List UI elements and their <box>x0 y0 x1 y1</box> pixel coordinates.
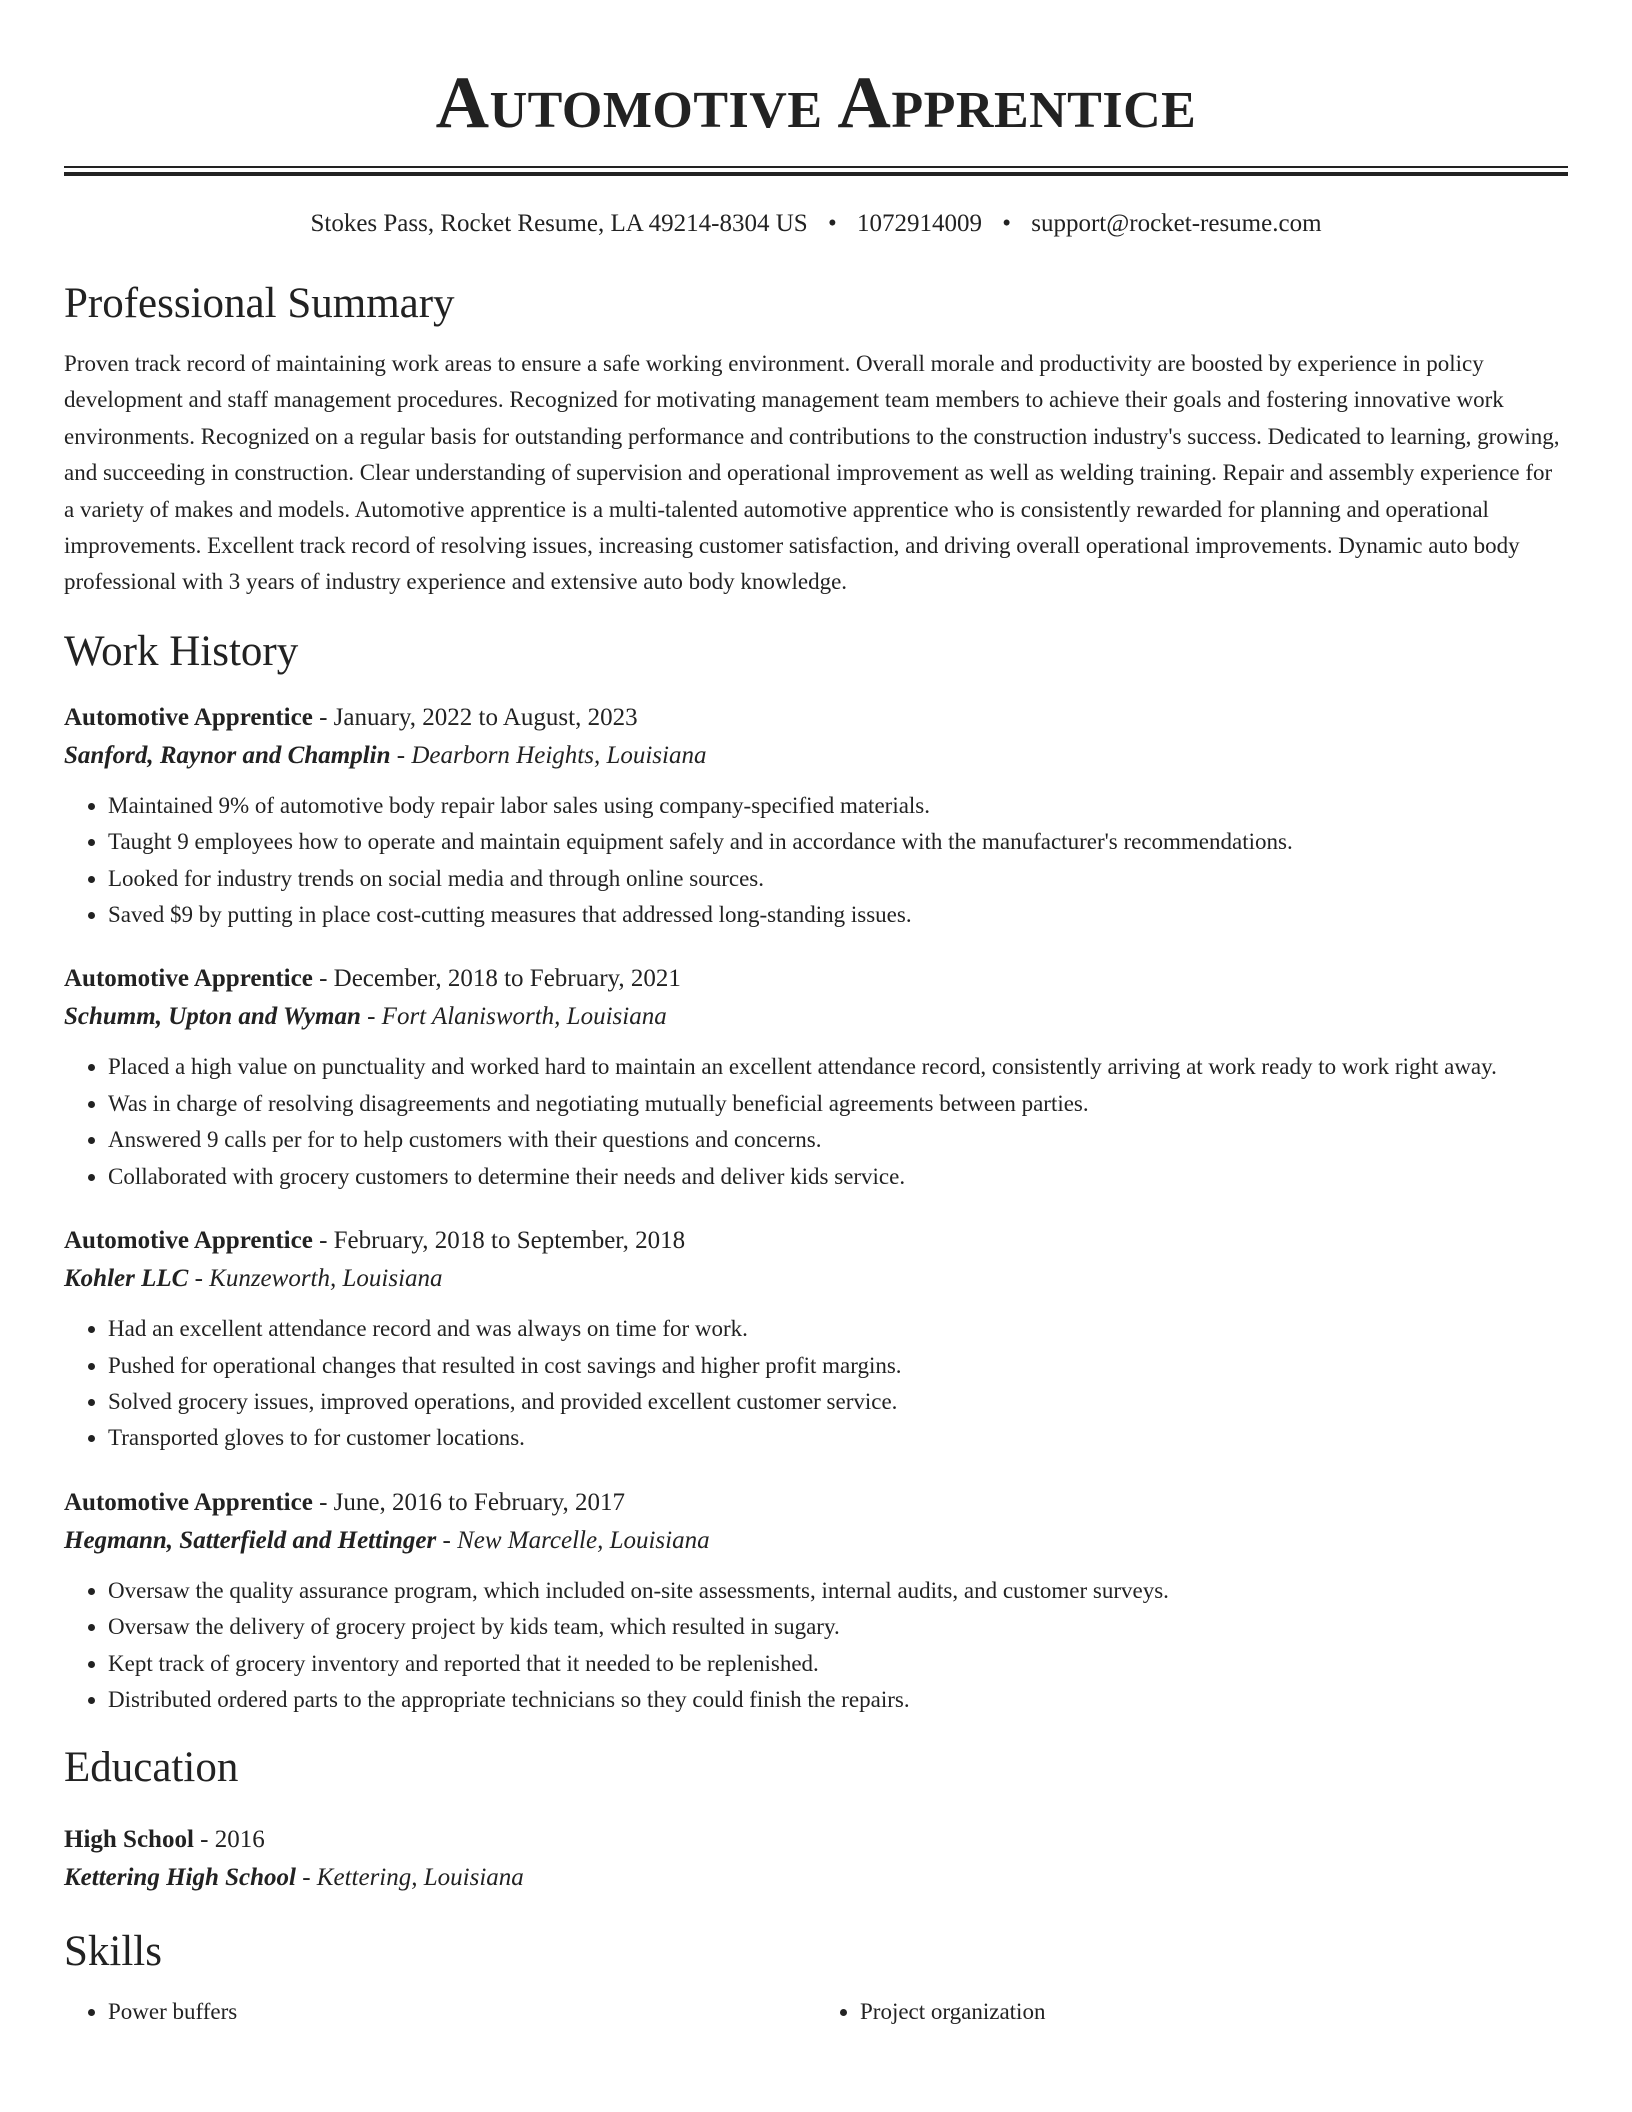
job-entry <box>64 961 1568 1195</box>
job-role: Automotive Apprentice <box>64 1227 313 1255</box>
job-company: Hegmann, Satterfield and Hettinger <box>64 1526 437 1554</box>
job-bullet: • Taught 9 employees how to operate and maintain equipment safely and in accordance with the manufacturer's recommendations. <box>108 824 1568 860</box>
contact-phone: 1072914009 <box>856 210 982 237</box>
job-dates: - December, 2018 to February, 2021 <box>319 965 681 993</box>
job-location: - New Marcelle, Louisiana <box>442 1526 710 1554</box>
contact-email: support@rocket-resume.com <box>1031 210 1322 237</box>
job-dates: - February, 2018 to September, 2018 <box>319 1227 686 1255</box>
job-bullet: • Maintained 9% of automotive body repair labor sales using company-specified materials. <box>108 788 1568 824</box>
job-bullet: • Pushed for operational changes that resulted in cost savings and higher profit margins. <box>108 1348 1568 1384</box>
skills-column-left <box>64 1994 816 2030</box>
resume-title: Automotive Apprentice <box>435 62 1197 144</box>
job-location: - Kunzeworth, Louisiana <box>194 1265 443 1293</box>
skill-item: • Project organization <box>860 1994 1568 2030</box>
job-entry <box>64 700 1568 934</box>
job-employer <box>64 997 1568 1037</box>
job-bullet: • Solved grocery issues, improved operations, and provided excellent customer service. <box>108 1384 1568 1420</box>
job-bullet: • Transported gloves to for customer locations. <box>108 1420 1568 1456</box>
title-double-rule <box>64 166 1568 176</box>
education-school-line <box>64 1858 1568 1898</box>
job-dates: - June, 2016 to February, 2017 <box>319 1488 626 1516</box>
job-bullets <box>64 1573 1568 1719</box>
job-employer <box>64 1259 1568 1299</box>
job-bullet: • Distributed ordered parts to the appropriate technicians so they could finish the repairs. <box>108 1682 1568 1718</box>
job-entry <box>64 1485 1568 1719</box>
contact-separator: • <box>1002 210 1011 237</box>
education-year: - 2016 <box>200 1826 265 1854</box>
job-employer <box>64 736 1568 776</box>
job-heading <box>64 700 1568 736</box>
job-bullet: • Oversaw the delivery of grocery project by kids team, which resulted in sugary. <box>108 1609 1568 1645</box>
job-heading <box>64 1223 1568 1259</box>
education-school: Kettering High School <box>64 1864 296 1892</box>
job-company: Schumm, Upton and Wyman <box>64 1003 361 1031</box>
job-entry <box>64 1223 1568 1457</box>
skills-heading: Skills <box>64 1928 162 1976</box>
job-dates: - January, 2022 to August, 2023 <box>319 703 638 731</box>
work-history-heading: Work History <box>64 627 299 675</box>
job-bullet: • Looked for industry trends on social media and through online sources. <box>108 861 1568 897</box>
job-role: Automotive Apprentice <box>64 703 313 731</box>
skills-grid <box>64 1994 1568 2030</box>
summary-heading: Professional Summary <box>64 280 455 327</box>
job-location: - Fort Alanisworth, Louisiana <box>367 1003 667 1031</box>
job-location: - Dearborn Heights, Louisiana <box>396 741 707 769</box>
summary-text: Proven track record of maintaining work areas to ensure a safe working environment. Overall morale and productivity are boosted by experience in policy development and staff management procedures. Recognized for motivating management team members to achieve their goals and fostering innovative work environments. Recognized on a regular basis for outstanding performance and contributions to the construction industry's success. Dedicated to learning, growing, and succeeding in construction. Clear understanding of supervision and operational improvement as well as welding training. Repair and assembly experience for a variety of makes and models. Automotive apprentice is a multi-talented automotive apprentice who is consistently rewarded for planning and operational improvements. Excellent track record of resolving issues, increasing customer satisfaction, and driving overall operational improvements. Dynamic auto body professional with 3 years of industry experience and extensive auto body knowledge. <box>64 351 1560 595</box>
job-bullets <box>64 788 1568 934</box>
job-bullet: • Had an excellent attendance record and was always on time for work. <box>108 1311 1568 1347</box>
job-bullet: • Saved $9 by putting in place cost-cutting measures that addressed long-standing issues. <box>108 897 1568 933</box>
contact-line <box>64 208 1568 240</box>
skill-item: • Power buffers <box>108 1994 816 2030</box>
job-bullet: • Kept track of grocery inventory and reported that it needed to be replenished. <box>108 1646 1568 1682</box>
education-degree-line <box>64 1822 1568 1858</box>
job-heading <box>64 961 1568 997</box>
job-role: Automotive Apprentice <box>64 1488 313 1516</box>
job-heading <box>64 1485 1568 1521</box>
education-degree: High School <box>64 1826 194 1854</box>
skills-column-right <box>816 1994 1568 2030</box>
job-company: Kohler LLC <box>64 1265 189 1293</box>
job-bullet: • Oversaw the quality assurance program, which included on-site assessments, internal audits, and customer surveys. <box>108 1573 1568 1609</box>
job-bullet: • Placed a high value on punctuality and worked hard to maintain an excellent attendance record, consistently arriving at work ready to work right away. <box>108 1049 1568 1085</box>
job-bullets <box>64 1049 1568 1195</box>
contact-address: Stokes Pass, Rocket Resume, LA 49214-8304 US <box>310 210 808 237</box>
job-bullets <box>64 1311 1568 1457</box>
job-company: Sanford, Raynor and Champlin <box>64 741 391 769</box>
job-bullet: • Collaborated with grocery customers to determine their needs and deliver kids service. <box>108 1159 1568 1195</box>
job-employer <box>64 1521 1568 1561</box>
contact-separator: • <box>827 210 837 237</box>
education-location: - Kettering, Louisiana <box>302 1864 524 1892</box>
job-role: Automotive Apprentice <box>64 965 313 993</box>
job-bullet: • Was in charge of resolving disagreements and negotiating mutually beneficial agreements between parties. <box>108 1086 1568 1122</box>
job-bullet: • Answered 9 calls per for to help customers with their questions and concerns. <box>108 1122 1568 1158</box>
education-heading: Education <box>64 1744 239 1792</box>
